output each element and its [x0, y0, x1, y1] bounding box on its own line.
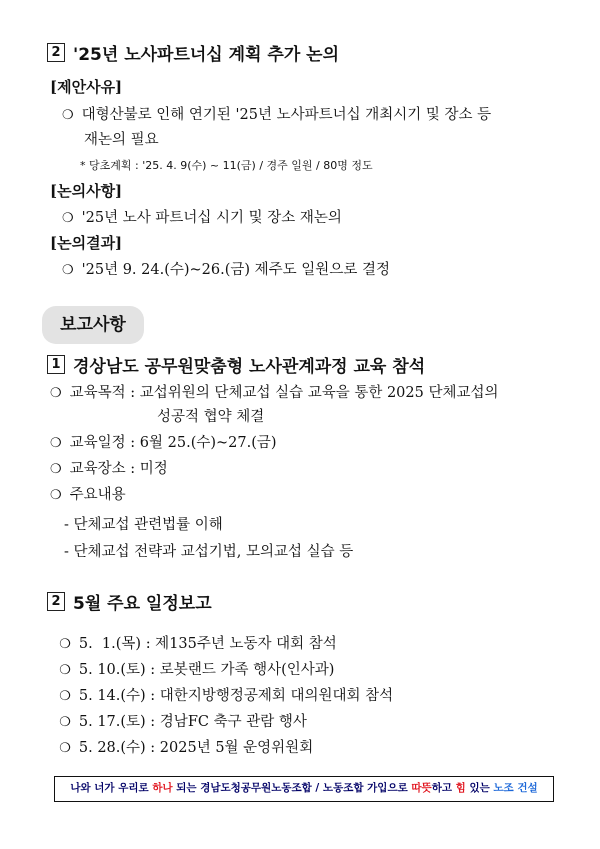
- slogan-part: 있는: [465, 782, 494, 794]
- bullet-icon: ❍: [50, 436, 62, 451]
- slogan-highlight: 따뜻: [411, 782, 432, 794]
- discussion-text: '25년 노사 파트너십 시기 및 장소 재논의: [81, 210, 342, 226]
- slogan-part: 하고: [431, 782, 456, 794]
- training-schedule-item: [50, 431, 277, 452]
- training-content-item: [50, 483, 126, 504]
- bullet-icon: ❍: [59, 741, 71, 756]
- training-content-text: 주요내용: [69, 487, 126, 503]
- result-label: [논의결과]: [50, 234, 123, 252]
- training-purpose-line1: 교육목적 : 교섭위원의 단체교섭 실습 교육을 통한 2025 단체교섭의: [69, 385, 499, 401]
- reason-item: [62, 103, 491, 124]
- bullet-icon: ❍: [62, 211, 74, 226]
- sub-item: - 단체교섭 관련법률 이해: [64, 517, 223, 533]
- schedule-text: 5. 14.(수) : 대한지방행정공제회 대의원대회 참석: [78, 688, 394, 704]
- section-number-box: 2: [47, 592, 65, 611]
- slogan-highlight: 하나: [152, 782, 173, 794]
- schedule-text: 5. 17.(토) : 경남FC 축구 관람 행사: [78, 714, 307, 730]
- slogan-highlight: 힘: [455, 782, 466, 794]
- slogan-part: 나와 너가 우리로: [70, 782, 153, 794]
- training-schedule-text: 교육일정 : 6월 25.(수)~27.(금): [69, 435, 277, 451]
- schedule-text: 5. 28.(수) : 2025년 5월 운영위원회: [78, 740, 314, 756]
- bullet-icon: ❍: [59, 689, 71, 704]
- result-item: [62, 258, 390, 279]
- bullet-icon: ❍: [62, 108, 74, 123]
- original-plan-note: * 당초계획 : '25. 4. 9(수) ~ 11(금) / 경주 일원 / 80명 정도: [80, 159, 373, 172]
- discussion-label: [논의사항]: [50, 182, 123, 200]
- section-number-box: 1: [47, 355, 65, 374]
- bullet-icon: ❍: [59, 637, 71, 652]
- section-heading-partnership: [47, 40, 339, 65]
- bullet-icon: ❍: [59, 715, 71, 730]
- bullet-icon: ❍: [59, 663, 71, 678]
- bullet-icon: ❍: [50, 488, 62, 503]
- bullet-icon: ❍: [62, 263, 74, 278]
- bullet-icon: ❍: [50, 462, 62, 477]
- slogan-part: 되는 경남도청공무원노동조합 / 노동조합 가입으로: [172, 782, 412, 794]
- bullet-icon: ❍: [50, 386, 62, 401]
- section-title: 경상남도 공무원맞춤형 노사관계과정 교육 참석: [73, 357, 426, 377]
- schedule-item: [50, 720, 313, 757]
- reason-label: [제안사유]: [50, 78, 123, 96]
- footer-slogan: [54, 776, 554, 802]
- section-heading-schedule: [47, 589, 212, 614]
- training-location-item: [50, 457, 168, 478]
- section-number-box: 2: [47, 43, 65, 62]
- section-title: '25년 노사파트너십 계획 추가 논의: [73, 45, 340, 65]
- slogan-highlight: 노조 건설: [493, 782, 538, 794]
- training-purpose-line2: 성공적 협약 체결: [157, 409, 265, 425]
- schedule-text: 5. 10.(토) : 로봇랜드 가족 행사(인사과): [78, 662, 335, 678]
- report-header: 보고사항: [42, 306, 144, 344]
- section-heading-training: [47, 352, 425, 377]
- sub-item: - 단체교섭 전략과 교섭기법, 모의교섭 실습 등: [64, 544, 354, 560]
- reason-text-line2: 재논의 필요: [84, 132, 159, 148]
- reason-text-line1: 대형산불로 인해 연기된 '25년 노사파트너십 개최시기 및 장소 등: [81, 107, 492, 123]
- training-location-text: 교육장소 : 미정: [69, 461, 168, 477]
- training-purpose-item: [50, 381, 499, 402]
- section-title: 5월 주요 일정보고: [73, 594, 212, 614]
- discussion-item: [62, 206, 342, 227]
- schedule-text: 5. 1.(목) : 제135주년 노동자 대회 참석: [78, 636, 337, 652]
- result-text: '25년 9. 24.(수)~26.(금) 제주도 일원으로 결정: [81, 262, 390, 278]
